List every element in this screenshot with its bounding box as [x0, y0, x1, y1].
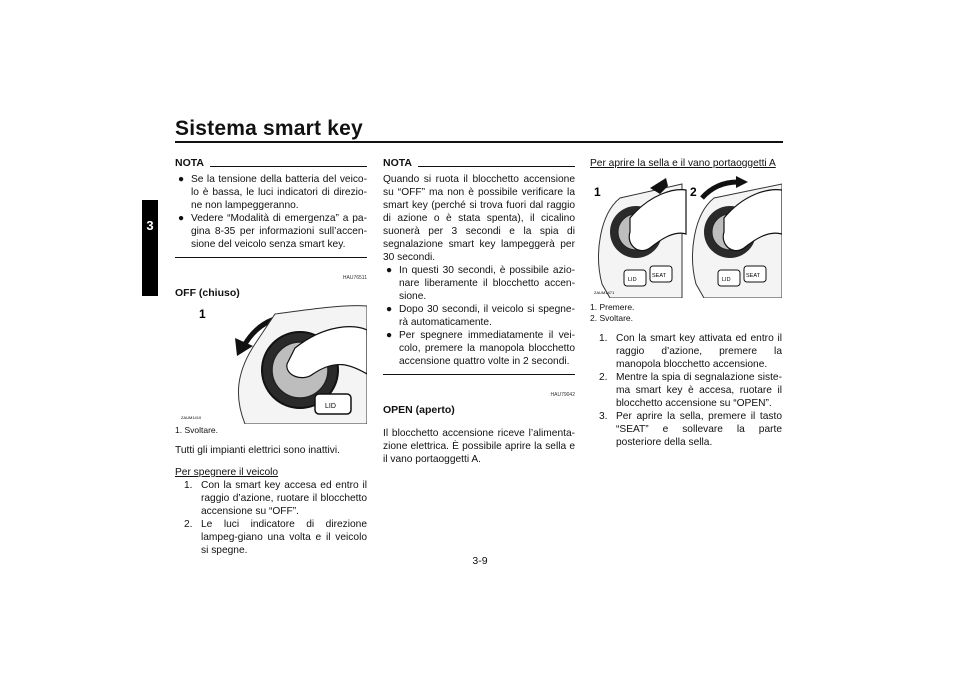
- sub-heading: Per spegnere il veicolo: [175, 467, 279, 478]
- step-item: 3. Per aprire la sella, premere il tasto “SEAT” e sollevare la parte posteriore della sella.: [599, 411, 782, 448]
- nota-item: ● In questi 30 secondi, è possibile azio-nare liberamente il blocchetto accen-sione.: [386, 265, 575, 302]
- nota-end-rule: [383, 374, 575, 375]
- figure-callout: 2: [690, 185, 697, 199]
- ignition-off-illustration: [175, 304, 367, 424]
- step-item: 2. Mentre la spia di segnalazione siste-ma smart key è accesa, ruotare il blocchetto accensione su “OPEN”.: [599, 372, 782, 409]
- title-rule: [175, 141, 783, 143]
- sub-heading: Per aprire la sella e il vano portaoggetti A: [590, 158, 776, 169]
- svg-text:LID: LID: [722, 277, 731, 283]
- nota-rule: [210, 166, 367, 167]
- bullet-icon: ●: [178, 174, 185, 185]
- step-item: 1. Con la smart key accesa ed entro il raggio d’azione, ruotare il blocchetto accensione su “OFF”.: [184, 480, 367, 517]
- bullet-icon: ●: [178, 213, 185, 224]
- page-number: 3-9: [472, 555, 488, 567]
- page-title: Sistema smart key: [175, 117, 363, 140]
- nota-heading: [175, 157, 367, 170]
- arrow-head-icon: [736, 176, 748, 188]
- body-text: Tutti gli impianti elettrici sono inattivi.: [175, 445, 340, 456]
- seat-open-illustration: [590, 174, 782, 298]
- nota-label: NOTA: [383, 157, 412, 169]
- nota-item: ● Se la tensione della batteria del veico-lo è bassa, le luci indicatori di direzio-ne non lampeggeranno.: [178, 174, 367, 211]
- column-3: [590, 157, 782, 449]
- section-code: HAU76511: [342, 275, 367, 281]
- nota-label: NOTA: [175, 157, 204, 169]
- chapter-tab-number: 3: [146, 218, 154, 233]
- figure-code: ZAUM1410: [181, 415, 202, 420]
- bullet-icon: ●: [386, 330, 393, 341]
- nota-text: Quando si ruota il blocchetto accensione su “OFF” ma non è possibile verificare la smart key (perché si trova fuori dal raggio di azione o è stata spenta), il cicalino suonerà per 3 secondi e la spia di segnalazione smart key lampeggerà per 30 secondi.: [383, 174, 575, 263]
- step-item: 2. Le luci indicatore di direzione lampeg-giano una volta e il veicolo si spegne.: [184, 519, 367, 556]
- bullet-icon: ●: [386, 304, 393, 315]
- svg-text:SEAT: SEAT: [746, 273, 760, 279]
- nota-rule: [418, 166, 575, 167]
- nota-heading: [383, 157, 575, 170]
- step-item: 1. Con la smart key attivata ed entro il raggio d’azione, premere la manopola blocchetto accensione.: [599, 333, 782, 370]
- column-2: [383, 157, 575, 466]
- column-1: [175, 157, 367, 557]
- body-text: Il blocchetto accensione riceve l’alimenta-zione elettrica. È possibile aprire la sella e il vano portaoggetti A.: [383, 428, 575, 465]
- nota-item: ● Dopo 30 secondi, il veicolo si spegne-rà automaticamente.: [386, 304, 575, 328]
- nota-item: ● Per spegnere immediatamente il vei-colo, premere la manopola blocchetto accensione quattro volte in 2 secondi.: [386, 330, 575, 367]
- svg-text:SEAT: SEAT: [652, 273, 666, 279]
- figure-caption: 1. Svoltare.: [175, 425, 218, 435]
- figure-callout: 1: [594, 185, 601, 199]
- figure-caption: 2. Svoltare.: [590, 313, 633, 323]
- bullet-icon: ●: [386, 265, 393, 276]
- section-heading-open: OPEN (aperto): [383, 404, 455, 416]
- chapter-tab: [142, 200, 158, 296]
- svg-text:LID: LID: [628, 277, 637, 283]
- section-code: HAU79042: [550, 392, 575, 398]
- figure-caption: 1. Premere.: [590, 302, 635, 312]
- nota-item: ● Vedere “Modalità di emergenza” a pa-gina 8-35 per informazioni sull’accen-sione del veicolo senza smart key.: [178, 213, 367, 250]
- figure-callout: 1: [199, 307, 206, 321]
- svg-text:LID: LID: [325, 403, 336, 410]
- nota-end-rule: [175, 257, 367, 258]
- section-heading-off: OFF (chiuso): [175, 287, 240, 299]
- figure-code: ZAUM1471: [594, 290, 615, 295]
